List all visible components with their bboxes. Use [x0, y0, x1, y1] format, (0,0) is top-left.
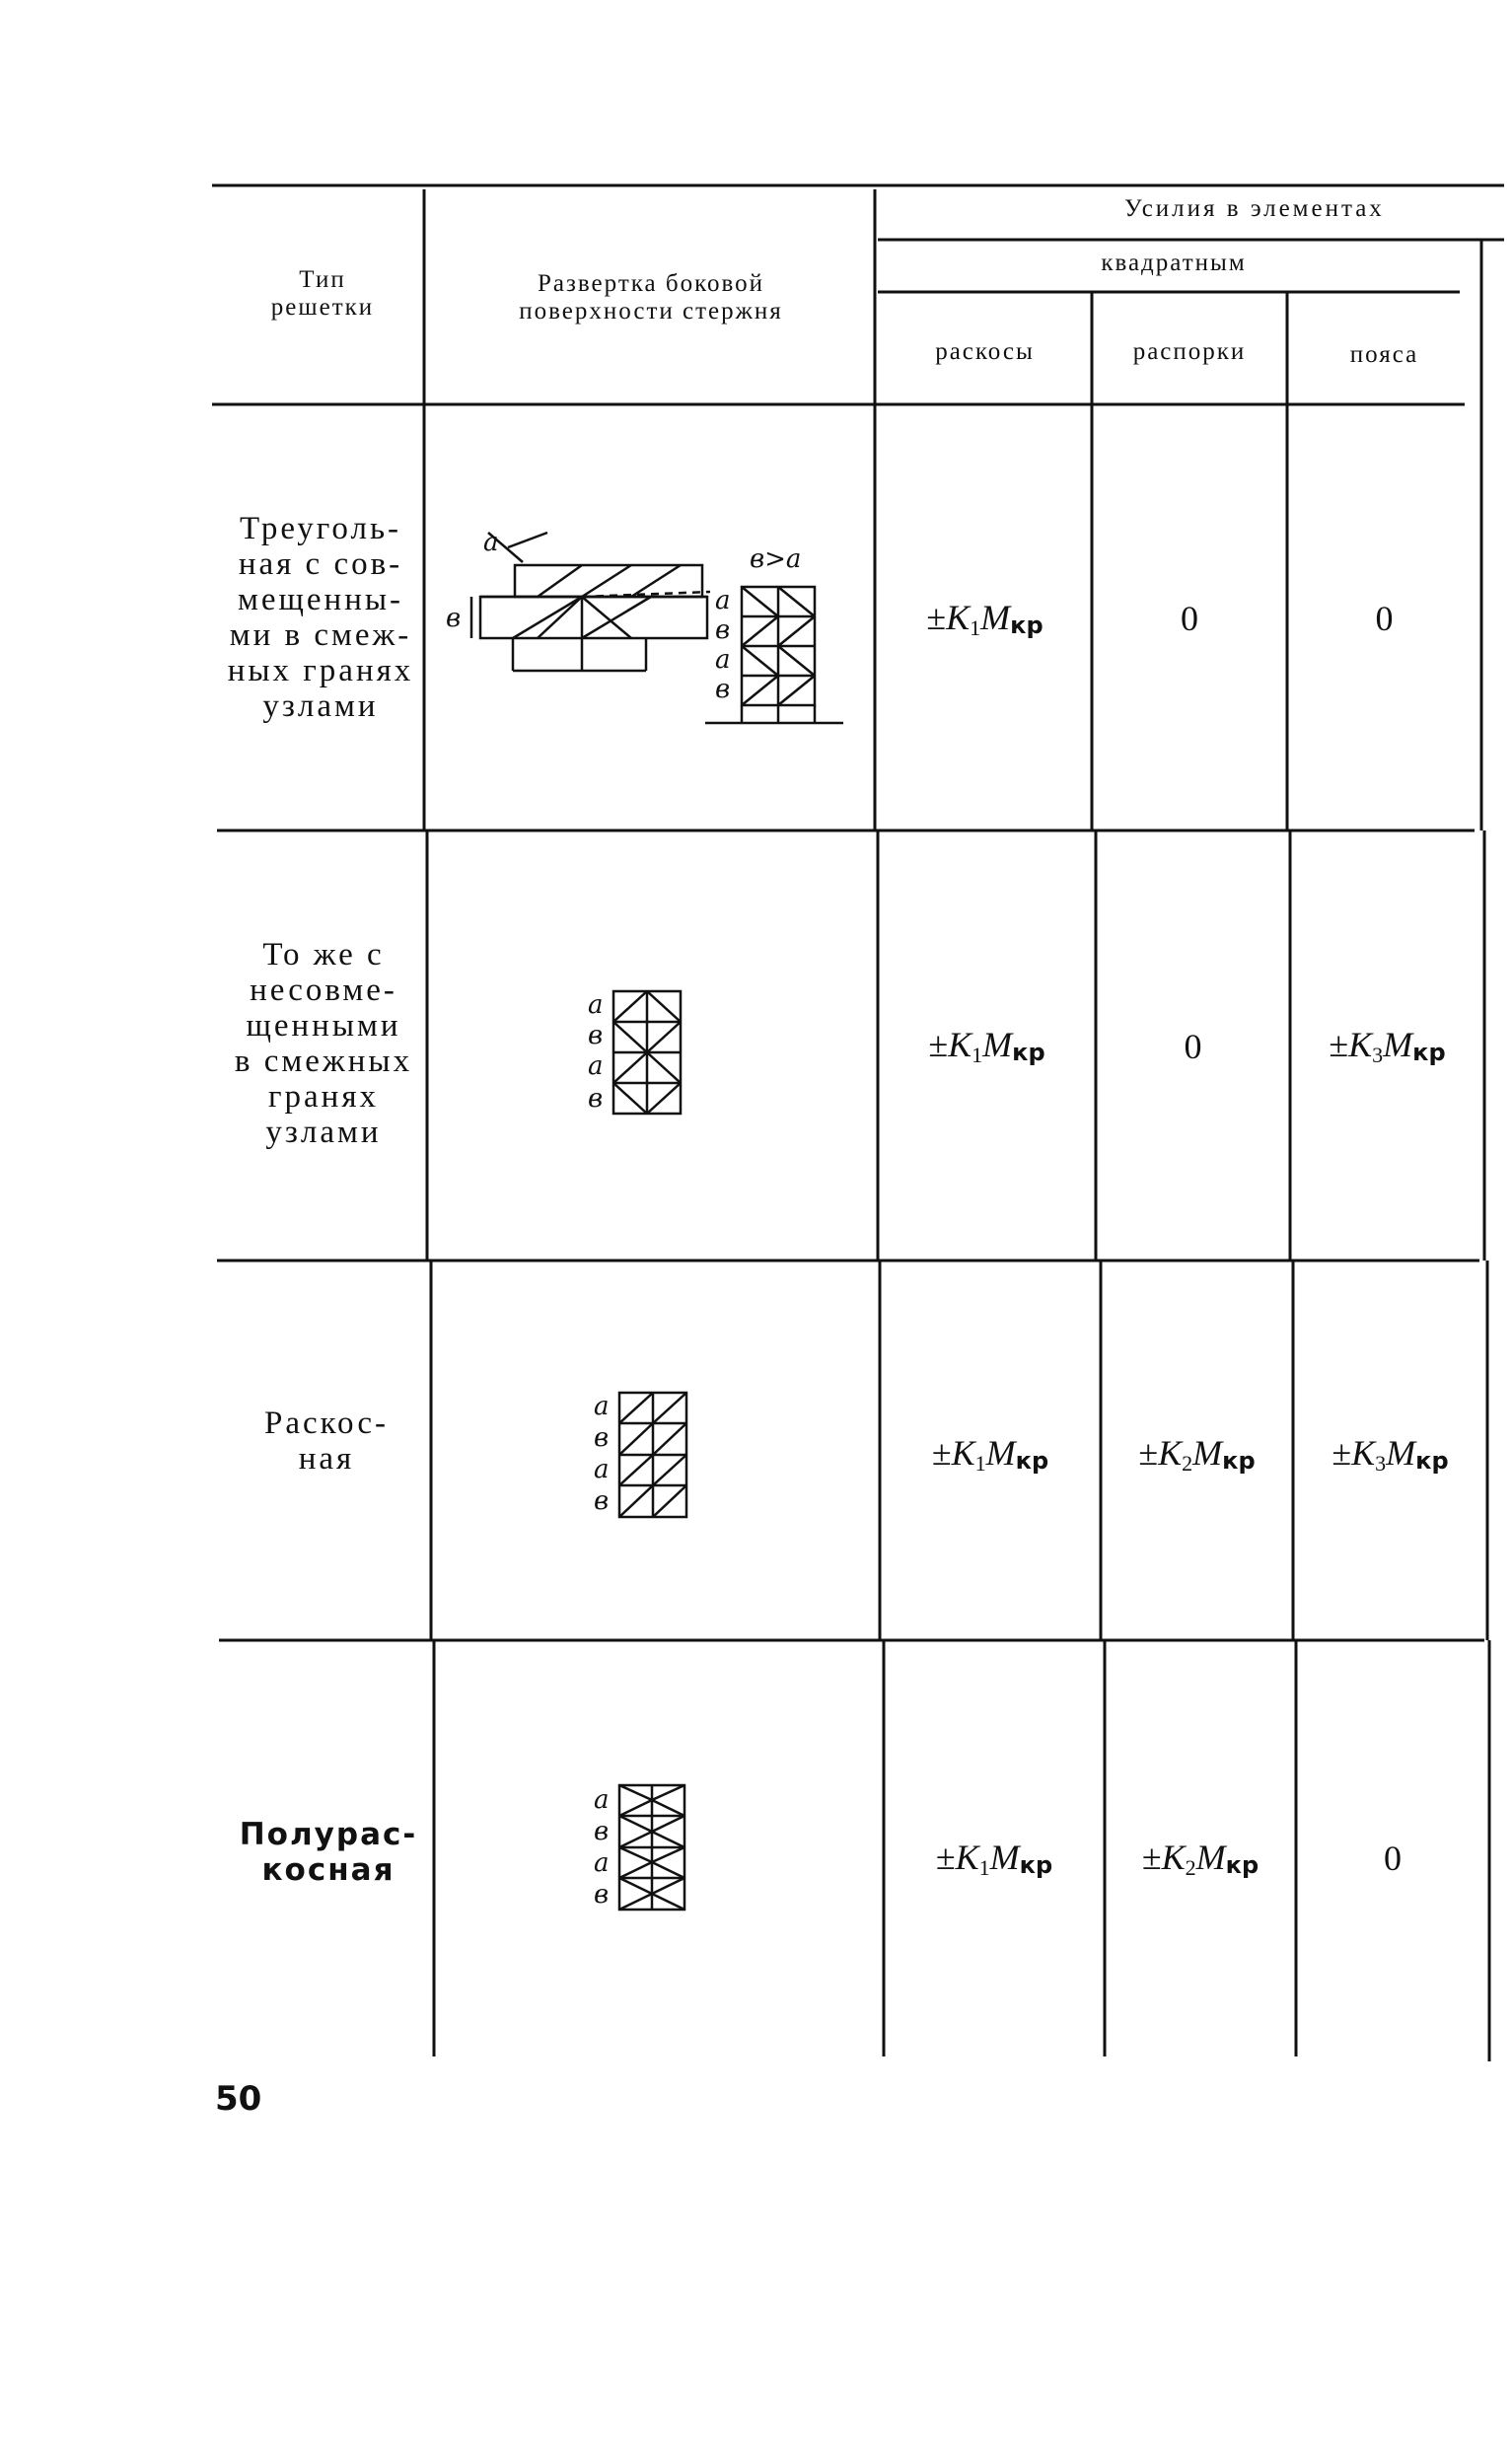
- row3-braces: $\pm K_1Mкр$: [931, 1433, 1049, 1476]
- header-col-braces: раскосы: [935, 338, 1035, 365]
- triangular-lattice-offset-nodes-diagram: [613, 991, 681, 1114]
- header-col-struts: распорки: [1132, 338, 1247, 365]
- r2-label-a1: а: [588, 990, 604, 1020]
- header-section-group: квадратным: [1101, 250, 1247, 276]
- row2-struts: 0: [1184, 1027, 1202, 1066]
- r1-label-a-top: а: [483, 528, 499, 557]
- row2-type: То же с несовме- щенными в смежных гранях узлами: [234, 937, 413, 1150]
- r1-label-a2: а: [715, 645, 731, 675]
- r3-label-a2: а: [594, 1455, 610, 1484]
- row3-type: Раскос- ная: [264, 1406, 389, 1477]
- row4-struts: $\pm K_2Mкр$: [1141, 1838, 1260, 1880]
- row1-braces: $\pm K_1Mкр$: [926, 598, 1044, 640]
- r1-label-a1: а: [715, 586, 731, 615]
- r4-label-a1: а: [594, 1785, 610, 1815]
- row2-chords: $\pm K_3Mкр$: [1329, 1025, 1446, 1067]
- row3-struts: $\pm K_2Mкр$: [1138, 1433, 1256, 1476]
- r3-label-a1: а: [594, 1392, 610, 1421]
- r4-label-b2: в: [594, 1880, 610, 1910]
- header-type: Тип решетки: [270, 266, 375, 321]
- r1-label-b-gt-a: в>а: [750, 544, 802, 574]
- row1-struts: 0: [1181, 599, 1198, 638]
- row2-braces: $\pm K_1Mкр$: [928, 1025, 1045, 1067]
- semi-diagonal-lattice-diagram: [619, 1785, 684, 1910]
- row4-type: Полурас- косная: [239, 1817, 418, 1888]
- row1-type: Треуголь- ная с сов- мещенны- ми в смеж- ных гранях узлами: [227, 511, 414, 724]
- row4-chords: 0: [1384, 1839, 1402, 1878]
- header-scheme: Развертка боковой поверхности стержня: [519, 270, 783, 325]
- r2-label-a2: а: [588, 1051, 604, 1081]
- r1-label-b1: в: [715, 615, 731, 645]
- r4-label-a2: а: [594, 1848, 610, 1878]
- diagonal-lattice-diagram: [619, 1393, 686, 1517]
- r3-label-b2: в: [594, 1486, 610, 1516]
- row4-braces: $\pm K_1Mкр$: [935, 1838, 1053, 1880]
- r3-label-b1: в: [594, 1423, 610, 1453]
- r2-label-b2: в: [588, 1084, 604, 1114]
- r1-label-b-side: в: [446, 604, 462, 633]
- header-forces-group: Усилия в элементах: [1124, 195, 1385, 222]
- r1-label-b2: в: [715, 675, 731, 704]
- r2-label-b1: в: [588, 1021, 604, 1050]
- row1-chords: 0: [1375, 599, 1394, 638]
- row3-chords: $\pm K_3Mкр$: [1332, 1433, 1449, 1476]
- r4-label-b1: в: [594, 1817, 610, 1846]
- header-col-chords: пояса: [1349, 341, 1419, 368]
- page-number: 50: [215, 2079, 262, 2119]
